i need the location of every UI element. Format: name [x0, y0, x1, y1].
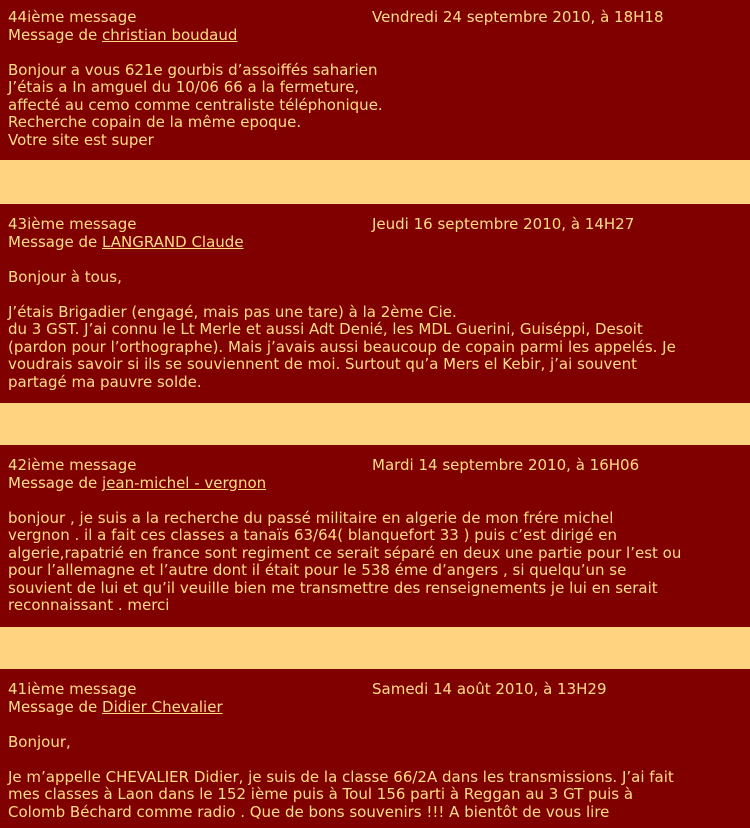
- spacer: [8, 286, 742, 304]
- from-prefix: Message de: [8, 697, 103, 716]
- message-date: Samedi 14 août 2010, à 13H29: [372, 680, 607, 698]
- message-body: [8, 62, 742, 150]
- from-prefix: Message de: [8, 232, 103, 251]
- message-header: [8, 216, 742, 234]
- message-41: [0, 669, 750, 828]
- message-date: Mardi 14 septembre 2010, à 16H06: [372, 456, 640, 474]
- message-header: [8, 681, 742, 699]
- message-number: 44ième message: [8, 8, 137, 26]
- message-body: [8, 510, 742, 615]
- spacer: [8, 44, 742, 62]
- message-from: [8, 475, 742, 493]
- message-number: 42ième message: [8, 456, 137, 474]
- from-prefix: Message de: [8, 473, 103, 492]
- message-date: Jeudi 16 septembre 2010, à 14H27: [372, 215, 635, 233]
- spacer: [8, 492, 742, 510]
- spacer: [8, 716, 742, 734]
- message-date: Vendredi 24 septembre 2010, à 18H18: [372, 8, 664, 26]
- message-44: [0, 0, 750, 160]
- message-43: [0, 204, 750, 403]
- message-42: [0, 445, 750, 627]
- message-header: [8, 9, 742, 27]
- message-body: [8, 734, 742, 822]
- message-number: 41ième message: [8, 680, 137, 698]
- message-body: [8, 269, 742, 392]
- message-paragraph: J’étais Brigadier (engagé, mais pas une tare) à la 2ème Cie. du 3 GST. J’ai connu le Lt Merle et aussi Adt Denié, les MDL Guerini, Guiséppi, Desoit (pardon pour l’orthographe). Mais j’avais aussi beaucoup de copain parmi les appelés. Je voudrais savoir si ils se souviennent de moi. Surtout qu’a Mers el Kebir, j’ai souvent partagé ma pauvre solde.: [8, 302, 676, 391]
- message-header: [8, 457, 742, 475]
- message-paragraph: Bonjour,: [8, 732, 71, 751]
- message-from: [8, 234, 742, 252]
- message-paragraph: Je m’appelle CHEVALIER Didier, je suis de la classe 66/2A dans les transmissions. J’ai fait mes classes à Laon dans le 152 ième puis à Toul 156 parti à Reggan au 3 GT puis à Colomb Béchard comme radio . Que de bons souvenirs !!! A bientôt de vous lire: [8, 767, 674, 821]
- author-link[interactable]: LANGRAND Claude: [102, 232, 244, 251]
- spacer: [8, 251, 742, 269]
- message-paragraph: Bonjour a vous 621e gourbis d’assoiffés saharien J’étais a In amguel du 10/06 66 a la fermeture, affecté au cemo comme centraliste téléphonique. Recherche copain de la même epoque. Votre site est super: [8, 60, 383, 149]
- message-paragraph: Bonjour à tous,: [8, 267, 122, 286]
- message-from: [8, 699, 742, 717]
- message-from: [8, 27, 742, 45]
- author-link[interactable]: jean-michel - vergnon: [102, 473, 267, 492]
- spacer: [8, 751, 742, 769]
- from-prefix: Message de: [8, 25, 103, 44]
- author-link[interactable]: christian boudaud: [102, 25, 238, 44]
- author-link[interactable]: Didier Chevalier: [102, 697, 223, 716]
- message-number: 43ième message: [8, 215, 137, 233]
- message-paragraph: bonjour , je suis a la recherche du passé militaire en algerie de mon frére michel vergnon . il a fait ces classes a tanaïs 63/64( blanquefort 33 ) puis c’est dirigé en algerie,rapatrié en france sont regiment ce serait séparé en deux une partie pour l’est ou pour l’allemagne et l’autre dont il était pour le 538 éme d’angers , si quelqu’un se souvient de lui et qu’il veuille bien me transmettre des renseignements je lui en serait reconnaissant . merci: [8, 508, 682, 614]
